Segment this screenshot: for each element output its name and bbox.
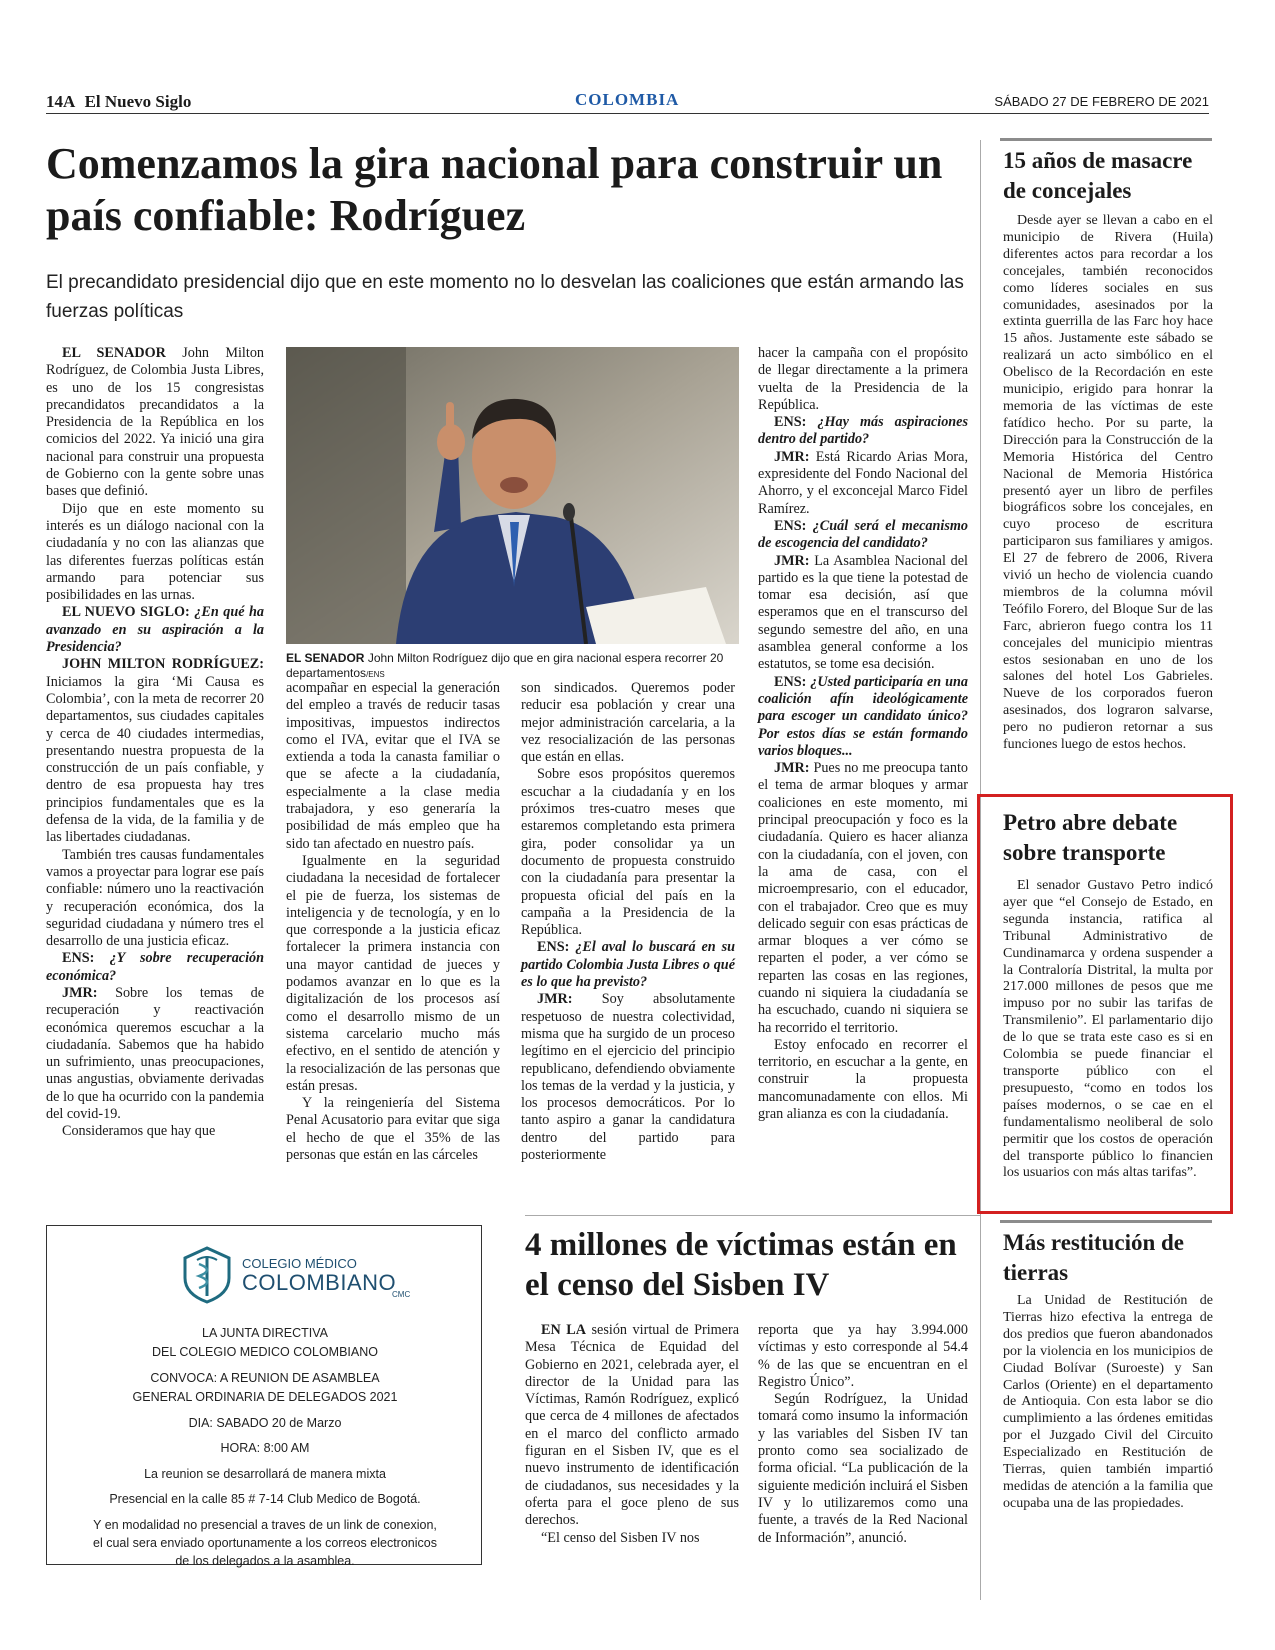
sidebar-rule-1 <box>1000 138 1212 141</box>
caption-lead: EL SENADOR <box>286 651 365 665</box>
ad-line: LA JUNTA DIRECTIVA <box>202 1326 328 1340</box>
ad-line: Y en modalidad no presencial a traves de un link de conexion, <box>93 1518 437 1532</box>
main-deck: El precandidato presidencial dijo que en este momento no lo desvelan las coaliciones que están armando las fuerzas políticas <box>46 272 964 322</box>
ad-line: de los delegados a la asamblea. <box>175 1554 355 1568</box>
sidebar-headline-3: Más restitución de tierras <box>1003 1230 1185 1285</box>
second-article-column-2: reporta que ya hay 3.994.000 víctimas y esto corresponde al 54.4 % de las que se encuentran en el Registro Único”. Según Rodríguez, la Unidad tomará como insumo la información y las variables del Sisben IV tan pronto como sea socializado de forma oficial. “La publicación de la siguiente medición incluirá el Sisben IV y lo utilizaremos como una fuente, a través de la Red Nacional de Información”, anunció. <box>758 1322 968 1546</box>
ad-line: HORA: 8:00 AM <box>220 1441 310 1455</box>
ad-line: DIA: SABADO 20 de Marzo <box>188 1416 342 1430</box>
second-article-column-1: EN LA sesión virtual de Primera Mesa Técnica de Equidad del Gobierno en 2021, celebrada ayer, el director de la Unidad para las Víctimas, Ramón Rodríguez, explicó que cerca de 4 millones de afectados en el marco del conflicto armado figuran en el Sisben IV, que es el nuevo instrumento de identificación de ciudadanos, sus necesidades y la oferta para el goce pleno de sus derechos. “El censo del Sisben IV nos <box>525 1322 740 1546</box>
ad-logo-line1: COLEGIO MÉDICO <box>242 1256 357 1271</box>
ad-line: La reunion se desarrollará de manera mixta <box>144 1467 386 1481</box>
senator-photo <box>286 347 739 644</box>
sidebar-headline-2: Petro abre debate sobre transporte <box>1003 810 1178 865</box>
main-article-column-4: hacer la campaña con el propósito de llegar directamente a la primera vuelta de la Presidencia de la República. ENS: ¿Hay más aspiraciones dentro del partido? JMR: Está Ricardo Arias Mora, expresidente del Fondo Nacional del Ahorro, y el exconcejal Marco Fidel Ramírez. ENS: ¿Cuál será el mecanismo de escogencia del candidato? JMR: La Asamblea Nacional del partido es la que tiene la potestad de tomar esa decisión, así que esperamos que en el transcurso del segundo semestre del año, en una asamblea general conforme a los estatutos, se tome esa decisión. ENS: ¿Usted participaría en una coalición afín ideológicamente para escoger un candidato único? Por estos días se están formando varios bloques... JMR: Pues no me preocupa tanto el tema de armar bloques y armar coaliciones en este momento, mi principal preocupación y foco es la ciudadanía. Quiero es hacer alianza con la ciudadanía, con el joven, con la ama de casa, con el microempresario, con el educador, con el trabajador. Creo que es muy delicado seguir con esas prácticas de armar bloques a ver cómo se reparten el poder, a ver cómo se reparten las cosas en las regiones, cuando ni siquiera la ciudadanía se ha escuchado, cuando ni siquiera se ha recorrido el territorio. Estoy enfocado en recorrer el territorio, en escuchar a la gente, en construir la propuesta mancomunadamente con ellos. Mi gran alianza es con la ciudadanía. <box>758 345 968 1123</box>
sidebar-rule-3 <box>1000 1220 1212 1223</box>
ad-line: DEL COLEGIO MEDICO COLOMBIANO <box>152 1345 378 1359</box>
sidebar-body-2: El senador Gustavo Petro indicó ayer que “el Consejo de Estado, en segunda instancia, ratifica al Tribunal Administrativo de Cundinamarca y ordena suspender a la Contraloría Distrital, la multa por 217.000 millones de pesos que me impuso por no subir las tarifas de Transmilenio”. El parlamentario dijo de lo que se trata este caso es si en Colombia se puede financiar el transporte público con el presupuesto, “como en todos los países modernos, o se cae en el fundamentalismo neoliberal de solo permitir que los costos de operación del transporte público lo financien los usuarios con más altas tarifas”. <box>1003 878 1213 1181</box>
second-article-rule <box>525 1215 980 1216</box>
sidebar-body-3: La Unidad de Restitución de Tierras hizo efectiva la entrega de dos predios que fueron abandonados por la violencia en los municipios de Ciudad Bolívar (Suroeste) y San Carlos (Oriente) en el departamento de Antioquia. Con esta labor se dio cumplimiento a las órdenes emitidas por el Juzgado Civil del Circuito Especializado en Restitución de Tierras, quien también impartió medidas de atención a la familia que ocupaba una de las propiedades. <box>1003 1293 1213 1511</box>
ad-line: Presencial en la calle 85 # 7-14 Club Medico de Bogotá. <box>109 1492 421 1506</box>
photo-caption <box>286 651 741 682</box>
second-headline: 4 millones de víctimas están en el censo del Sisben IV <box>525 1227 957 1303</box>
sidebar-body-1: Desde ayer se llevan a cabo en el municipio de Rivera (Huila) diferentes actos para recordar a los concejales, también reconocidos como líderes sociales en sus comunidades, asesinados por la extinta guerrilla de las Farc hoy hace 15 años. Justamente este sábado se realizará un acto simbólico en el Obelisco de la Recordación en este municipio, erigido para honrar la memoria de las víctimas de este fatídico hecho. Por su parte, la Dirección para la Construcción de la Memoria Histórica del Centro Nacional de Memoria Histórica presentó ayer un libro de perfiles biográficos sobre los concejales, en cuyo proceso de escritura participaron sus familiares y amigos. El 27 de febrero de 2006, Rivera vivió un hecho de violencia cuando miembros de la columna móvil Teófilo Forero, del Bloque Sur de las Farc, abrieron fuego contra los 11 concejales del municipio mientras estos sesionaban en uno de los salones del hotel Los Gabrieles. Nueve de los corporados fueron asesinados, dos lograron salvarse, pero no pudieron retornar a sus funciones luego de estos hechos. <box>1003 213 1213 753</box>
caption-credit: /ENS <box>366 670 385 679</box>
ad-line: GENERAL ORDINARIA DE DELEGADOS 2021 <box>132 1390 398 1404</box>
page-header-left <box>46 92 191 112</box>
main-article-column-3: son sindicados. Queremos poder reducir esa población y crear una mejor administración carcelaria, a la vez resocialización de las personas que están en ellas. Sobre esos propósitos queremos escuchar a la ciudadanía y en los próximos tres-cuatro meses que estaremos completando esta primera gira, poder consolidar ya un documento de propuesta construido con la ciudadanía para presentar la propuesta oficial del país en la campaña a la Presidencia de la República. ENS: ¿El aval lo buscará en su partido Colombia Justa Libres o qué es lo que ha previsto? JMR: Soy absolutamente respetuoso de nuestra colectividad, misma que ha surgido de un proceso legítimo en el ejercicio del principio republicano, defendiendo obviamente los temas de la verdad y la justicia, y los procesos democráticos. Por lo tanto aspiro a ganar la candidatura dentro del partido para posteriormente <box>521 680 735 1164</box>
issue-date: SÁBADO 27 DE FEBRERO DE 2021 <box>994 94 1209 109</box>
caduceus-icon <box>177 1244 237 1304</box>
header-divider <box>46 113 1209 114</box>
paper-name: El Nuevo Siglo <box>84 92 192 111</box>
assembly-notice-ad <box>46 1225 482 1568</box>
main-headline: Comenzamos la gira nacional para construir un país confiable: Rodríguez <box>46 139 943 240</box>
section-title: COLOMBIA <box>575 90 680 109</box>
main-article-column-1: EL SENADOR John Milton Rodríguez, de Colombia Justa Libres, es uno de los 15 congresistas precandidatos precandidatos a la Presidencia de la República en los comicios del 2022. Ya inició una gira nacional para construir una propuesta de Gobierno con la gente sobre unas bases que definió. Dijo que en este momento su interés es un diálogo nacional con la ciudadanía y no con las alianzas que las diferentes fuerzas políticas están armando para potenciar sus posibilidades en las urnas. EL NUEVO SIGLO: ¿En qué ha avanzado en su aspiración a la Presidencia? JOHN MILTON RODRÍGUEZ: Iniciamos la gira ‘Mi Causa es Colombia’, con la meta de recorrer 20 departamentos, sus ciudades capitales y cerca de 40 ciudades intermedias, presentando nuestra propuesta de la construcción de un país confiable, y dentro de esa propuesta hay tres principios fundamentales que es la defensa de la vida, de la familia y de las libertades ciudadanas. También tres causas fundamentales vamos a proyectar para lograr ese país confiable: número uno la reactivación y recuperación económica, dos la seguridad ciudadana y número tres el desarrollo de una justicia eficaz. ENS: ¿Y sobre recuperación económica? JMR: Sobre los temas de recuperación y reactivación económica queremos escuchar a la ciudadanía. Sabemos que ha habido un sufrimiento, unas preocupaciones, unas angustias, obviamente derivadas de lo que ha ocurrido con la pandemia del covid-19. Consideramos que hay que <box>46 345 265 1140</box>
ad-line: el cual sera enviado oportunamente a los correos electronicos <box>93 1536 437 1550</box>
caption-text: John Milton Rodríguez dijo que en gira nacional espera recorrer 20 departamentos <box>286 651 724 680</box>
page-number: 14A <box>46 92 75 111</box>
ad-logo-tag: CMC <box>392 1290 411 1299</box>
ad-line: CONVOCA: A REUNION DE ASAMBLEA <box>150 1371 380 1385</box>
ad-logo-line2: COLOMBIANO <box>242 1270 397 1295</box>
sidebar-headline-1: 15 años de masacre de concejales <box>1003 148 1193 203</box>
senator-photo-illustration <box>286 347 739 644</box>
main-article-column-2: acompañar en especial la generación del empleo a través de reducir tasas impositivas, impuestos indirectos como el IVA, evitar que el IVA se extienda a toda la canasta familiar o que se afecte a la ciudadanía, especialmente a la clase media trabajadora, y eso generaría la posibilidad de más empleo que ha sido tan afectado en nuestro país. Igualmente en la seguridad ciudadana la necesidad de fortalecer el pie de fuerza, los sistemas de inteligencia y de tecnología, y en lo que corresponde a la justicia eficaz fortalecer la primera instancia con una mayor cantidad de jueces y podamos avanzar en lo que es la digitalización de los procesos así como el desarrollo mismo de un sistema carcelario mucho más efectivo, en el sentido de atención y la resocialización de las personas que están presas. Y la reingeniería del Sistema Penal Acusatorio para evitar que siga el hecho de que el 35% de las personas que están en las cárceles <box>286 680 500 1164</box>
